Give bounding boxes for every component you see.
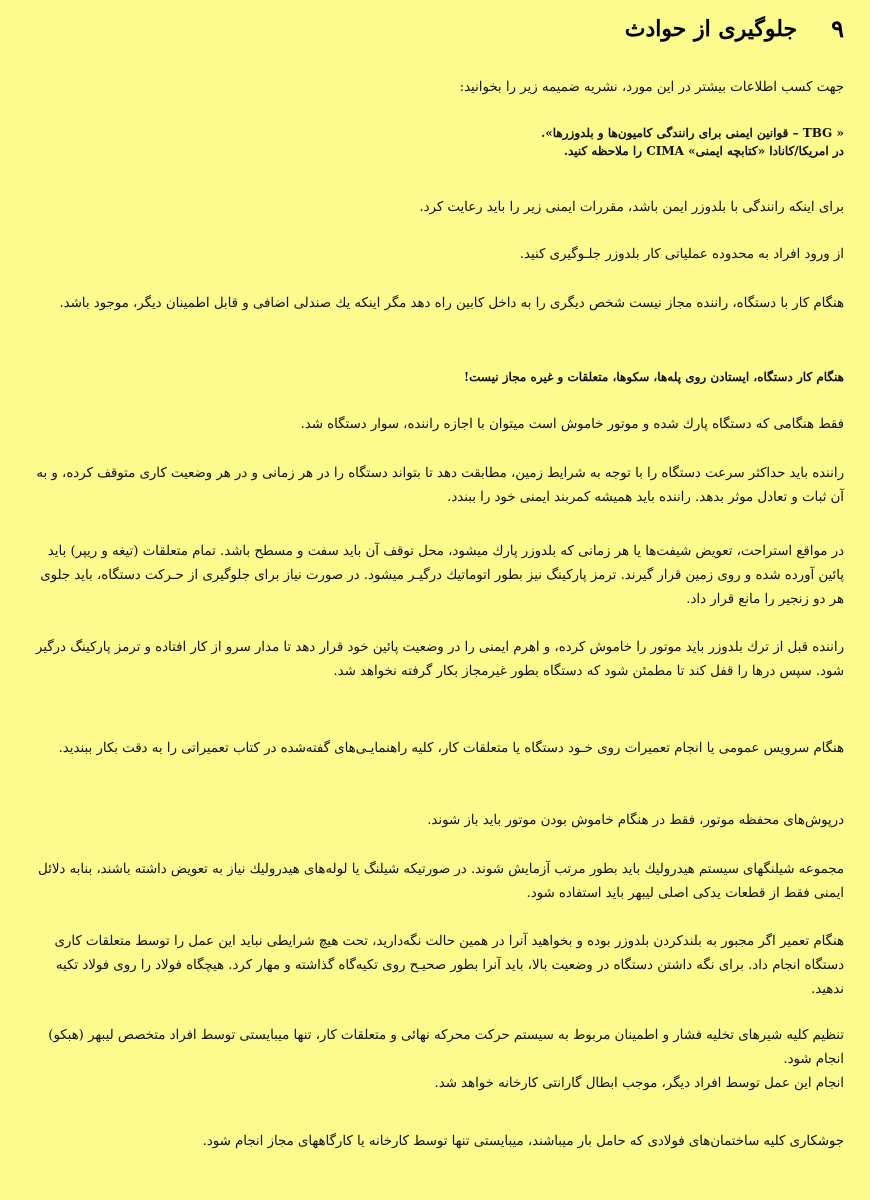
reference-line-2: در امریکا/کانادا «کتابچه ایمنی» CIMA را ملاحظه کنید. (563, 144, 844, 158)
paragraph: جوشکاری کلیه ساختمان‌های فولادی که حامل بار میباشند، میبایستی تنها توسط کارخانه یا کارگاههای مجاز انجام شود. (202, 1134, 844, 1149)
paragraph: هنگام کار با دستگاه، راننده مجاز نیست شخص دیگری را به داخل کابین راه دهد مگر اینکه یك صندلی اضافی و قابل اطمینان دیگر، موجود باشد. (59, 296, 844, 311)
paragraph: راننده باید حداکثر سرعت دستگاه را با توجه به شرایط زمین، مطابقت دهد تا بتواند دستگاه را در هر زمانی و در هر وضعیت کاری متوقف کرده، و به آن ثبات و تعادل موثر بدهد. راننده باید همیشه کمربند ایمنی خود را ببندد. (36, 466, 844, 505)
section-heading (36, 14, 844, 43)
paragraph: هنگام کار دستگاه، ایستادن روی پله‌ها، سکوها، متعلقات و غیره مجاز نیست! (463, 370, 844, 384)
paragraph: در مواقع استراحت، تعویض شیفت‌ها یا هر زمانی که بلدوزر پارك میشود، محل توقف آن باید سفت و مسطح باشد. تمام متعلقات (تیغه و ریپر) باید پائین آورده شده و روی زمین قرار گیرند. ترمز پارکینگ نیز بطور اتوماتیك درگیـر میشود. در صورت نیاز برای جلوگیری از حـرکت دستگاه، باید جلوی هر دو زنجیر را مانع قرار داد. (40, 544, 844, 607)
paragraph: هنگام تعمیر اگر مجبور به بلندکردن بلدوزر بوده و بخواهید آنرا در همین حالت نگه‌دارید، تحت هیچ شرایطی نباید این عمل را توسط متعلقات کاری دستگاه انجام داد. برای نگه داشتن دستگاه در وضعیت بالا، باید آنرا بطور صحیـح روی تکیه‌گاه گذاشته و مهار کرد. هیچگاه فولاد را روی فولاد تکیه ندهید. (54, 934, 844, 997)
paragraph: هنگام سرویس عمومی یا انجام تعمیرات روی خـود دستگاه یا متعلقات کار، کلیه راهنمایـی‌های گفته‌شده در کتاب تعمیراتی را به دقت بکار ببندید. (58, 741, 844, 756)
paragraph: مجموعه شیلنگهای سیستم هیدرولیك باید بطور مرتب آزمایش شوند. در صورتیکه شیلنگ یا لوله‌های هیدرولیك نیاز به تعویض داشته باشند، بنابه دلائل ایمنی فقط از قطعات یدکی اصلی لیبهر باید استفاده شود. (38, 862, 844, 901)
reference-line-1: « TBG – قوانین ایمنی برای رانندگی کامیون‌ها و بلدوزرها». (541, 126, 844, 140)
paragraph: فقط هنگامی که دستگاه پارك شده و موتور خاموش است میتوان با اجازه راننده، سوار دستگاه شد. (300, 417, 844, 432)
paragraph: تنظیم کلیه شیرهای تخلیه فشار و اطمینان مربوط به سیستم حرکت محرکه نهائی و متعلقات کار، تنها میبایستی توسط افراد متخصص لیبهر (هبکو) انجام شود. (48, 1028, 844, 1067)
section-number: ۹ (831, 14, 844, 43)
intro-paragraph: جهت کسب اطلاعات بیشتر در این مورد، نشریه ضمیمه زیر را بخوانید: (459, 80, 844, 95)
paragraph: درپوش‌های محفظه موتور، فقط در هنگام خاموش بودن موتور باید باز شوند. (427, 813, 844, 828)
paragraph: راننده قبل از ترك بلدوزر باید موتور را خاموش کرده، و اهرم ایمنی را در وضعیت پائین خود قرار دهد تا مدار سرو از کار افتاده و ترمز پارکینگ درگیر شود. سپس درها را قفل کند تا مطمئن شود که دستگاه بطور غیرمجاز بکار گرفته نخواهد شد. (35, 640, 844, 679)
section-title: جلوگیری از حوادث (624, 15, 798, 42)
paragraph: برای اینکه رانندگی با بلدوزر ایمن باشد، مقررات ایمنی زیر را باید رعایت کرد. (419, 200, 844, 215)
paragraph: انجام این عمل توسط افراد دیگر، موجب ابطال گارانتی کارخانه خواهد شد. (434, 1076, 844, 1091)
paragraph: از ورود افراد به محدوده عملیاتی کار بلدوزر جلـوگیری کنید. (519, 247, 844, 262)
